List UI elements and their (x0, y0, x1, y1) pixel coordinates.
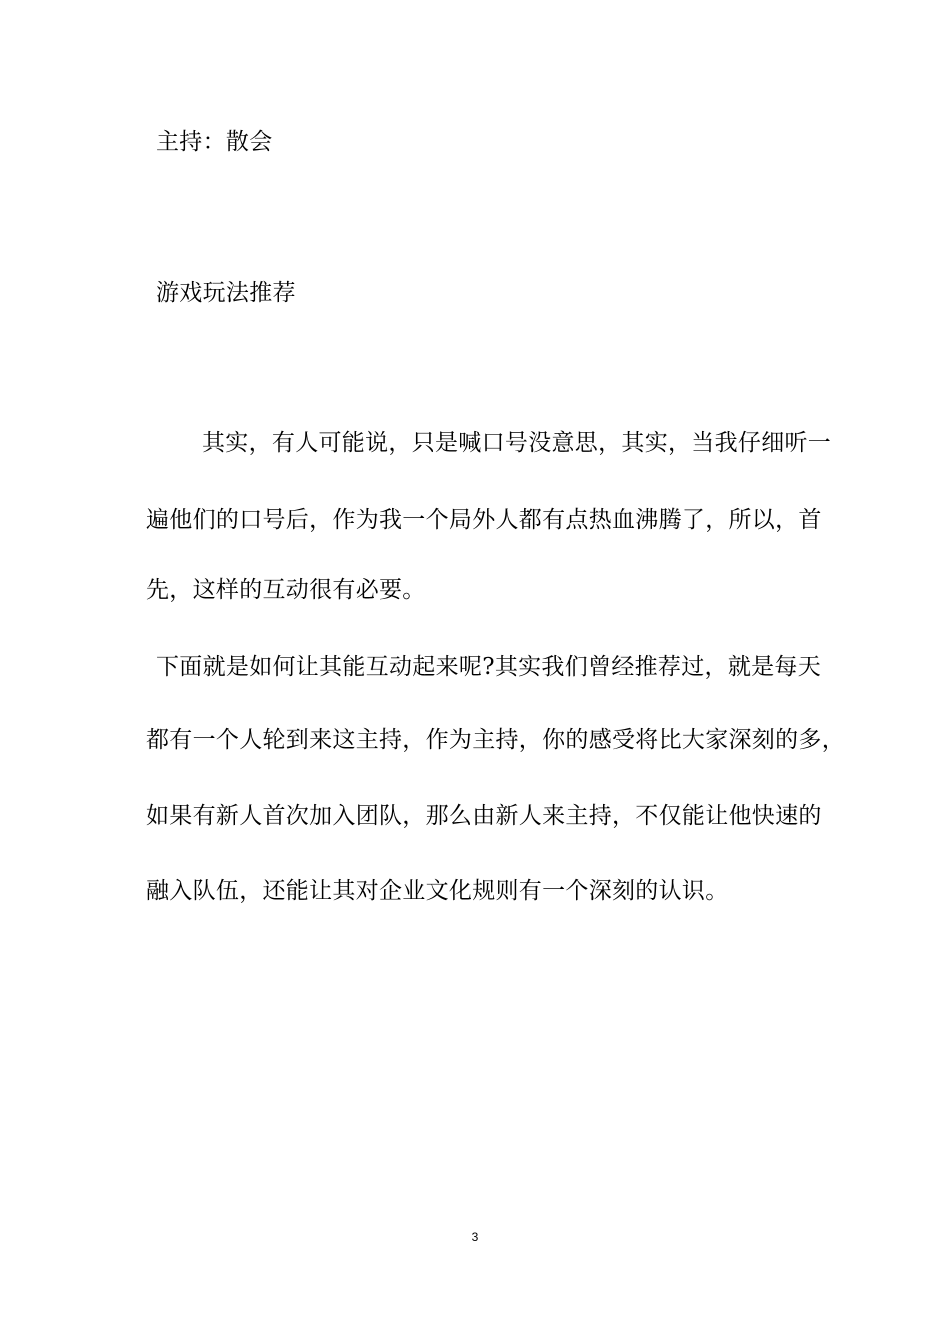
section-heading: 游戏玩法推荐 (156, 280, 296, 306)
paragraph-line: 都有一个人轮到来这主持，作为主持，你的感受将比大家深刻的多， (146, 727, 845, 753)
host-closing-line: 主持：散会 (156, 129, 273, 155)
paragraph-line: 如果有新人首次加入团队，那么由新人来主持，不仅能让他快速的 (146, 803, 822, 829)
page-number: 3 (471, 1230, 479, 1244)
paragraph-line: 其实，有人可能说，只是喊口号没意思，其实，当我仔细听一 (202, 430, 832, 456)
paragraph-line: 先，这样的互动很有必要。 (146, 577, 426, 603)
paragraph-line: 遍他们的口号后，作为我一个局外人都有点热血沸腾了，所以，首 (146, 507, 822, 533)
paragraph-line: 融入队伍，还能让其对企业文化规则有一个深刻的认识。 (146, 878, 729, 904)
paragraph-line: 下面就是如何让其能互动起来呢?其实我们曾经推荐过，就是每天 (156, 654, 822, 680)
